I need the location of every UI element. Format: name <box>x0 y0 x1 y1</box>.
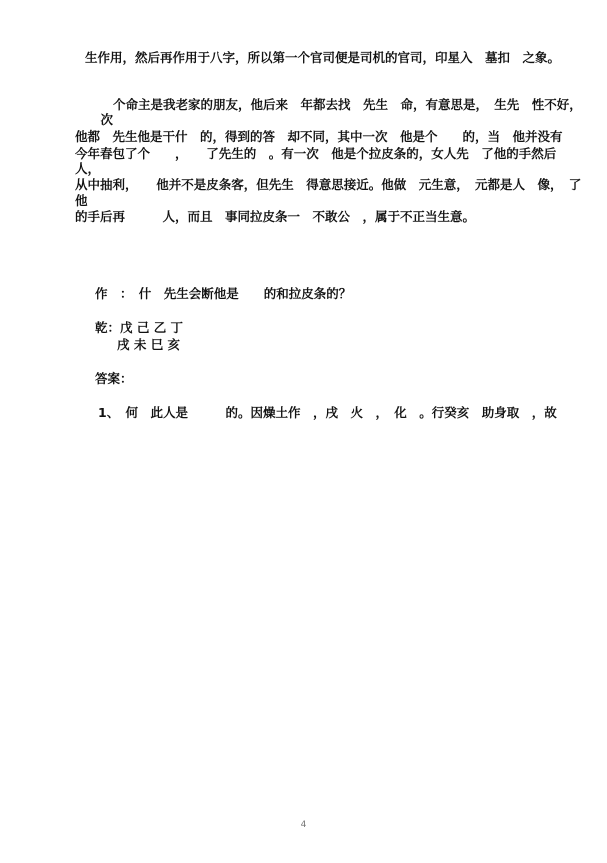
question-line: 作 ： 什 先生会断他是 的和拉皮条的？ <box>95 286 352 301</box>
paragraph-line: 从中抽利， 他并不是皮条客，但先生 得意思接近。他做 元生意， 元都是人 像， 了 <box>75 177 582 192</box>
paragraph-line: 次 <box>88 112 114 127</box>
paragraph-line: 他 <box>75 193 88 208</box>
bazi-line-1: 乾：戊 己 乙 丁 <box>95 320 184 335</box>
paragraph-line: 的手后再 人，而且 事同拉皮条一 不敢公 ，属于不正当生意。 <box>75 209 476 224</box>
page-number: 4 <box>300 820 307 830</box>
paragraph-line: 今年春包了个 ， 了先生的 。有一次 他是个拉皮条的，女人先 了他的手然后 <box>75 146 557 161</box>
paragraph-line: 他都 先生他是干什 的，得到的答 却不同，其中一次 他是个 的，当 他并没有 <box>75 129 563 144</box>
paragraph-line: 人， <box>75 161 101 176</box>
answer-line: 1、 何 此人是 的。因燥土作 ，戌 火 ， 化 。行癸亥 助身取 ，故 <box>98 405 557 420</box>
answer-label: 答案： <box>95 371 133 386</box>
paragraph-line: 个命主是我老家的朋友，他后来 年都去找 先生 命，有意思是， 生先 性不好， <box>88 97 582 112</box>
text-line-top: 生作用，然后再作用于八字，所以第一个官司便是司机的官司，印星入 墓扣 之象。 <box>85 50 561 65</box>
bazi-line-2: 戌 未 巳 亥 <box>117 337 181 352</box>
